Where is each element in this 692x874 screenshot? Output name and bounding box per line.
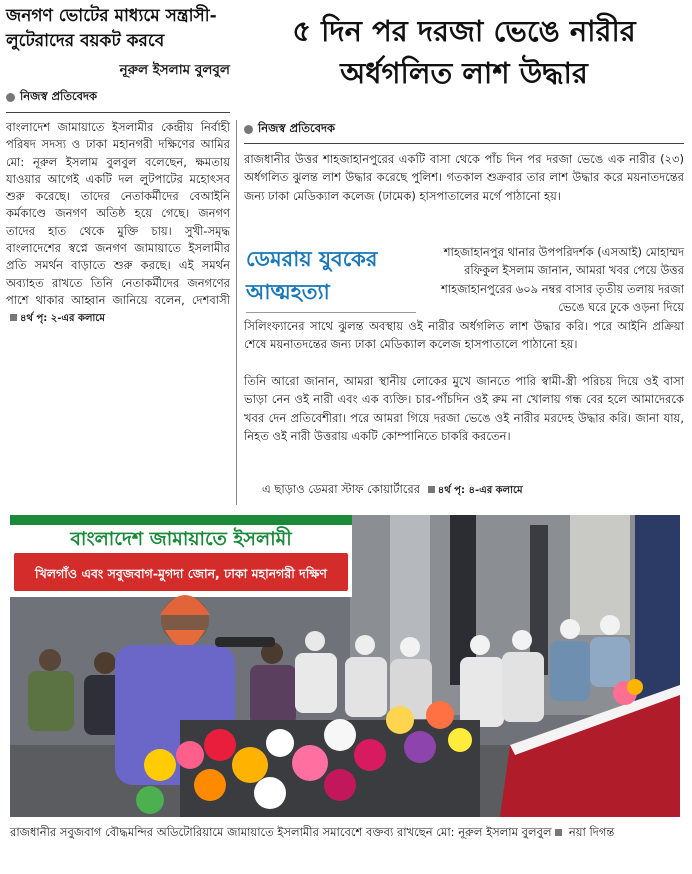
left-article-body-text: বাংলাদেশ জামায়াতে ইসলামীর কেন্দ্রীয় নির্বাহী পরিষদ সদস্য ও ঢাকা মহানগরী দক্ষিণের আমির মো: নূরুল ইসলাম বুলবুল বলেছেন, ক্ষমতায় যাওয়ার আগেই একটি দল লুটপাটের মহোৎসব শুরু করেছে। তাদের নেতাকর্মীদের বেআইনি কর্মকাণ্ডে জনগণ অতিষ্ঠ হয়ে গেছে। জনগণ তাদের হাত থেকে মুক্তি চায়। সুখী-সমৃদ্ধ বাংলাদেশের স্বপ্নে জনগণ জামায়াতে ইসলামীর প্রতি সমর্থন বাড়াতে শুরু করছে। এই সমর্থন অব্যাহত রাখতে তিনি নেতাকর্মীদের জনগণের পাশে থাকার আহ্বান জানিয়ে বলেন, দেশবাসী [6, 120, 230, 307]
bullet-icon [244, 125, 253, 134]
main-article-headline: ৫ দিন পর দরজা ভেঙে নারীর অর্ধগলিত লাশ উদ্ধার [292, 14, 636, 90]
banner-title: বাংলাদেশ জামায়াতে ইসলামী [70, 528, 292, 550]
left-article-jump [10, 313, 105, 324]
left-article-headline: জনগণ ভোটের মাধ্যমে সন্ত্রাসী-লুটেরাদের বয়কট করবে [6, 6, 217, 51]
sub-article-headline: ডেমরায় যুবকের আত্মহত্যা [246, 247, 378, 304]
main-article-dateline-block [244, 120, 684, 144]
sub-article-footer [262, 481, 523, 500]
square-bullet-icon [10, 314, 17, 321]
left-article-jump-text: ৪র্থ পৃ: ২-এর কলামে [20, 313, 105, 325]
sub-article-jump [428, 485, 523, 496]
photo-caption [10, 823, 682, 842]
main-article-paragraph-4: তিনি আরো জানান, আমরা স্থানীয় লোকের মুখে জানতে পারি স্বামী-স্ত্রী পরিচয় দিয়ে ওই বাসা ভাড়া নেন ওই নারী এবং এক ব্যক্তি। চার-পাঁচদিন ওই রুম না খোলায় গন্ধ বের হলে আমাদেরকে খবর দেন প্রতিবেশীরা। পরে আমরা গিয়ে দরজা ভেঙে ওই নারীর মরদেহ উদ্ধার করি। জানা যায়, নিহত ওই নারী উত্তরায় একটি কোম্পানিতে চাকরি করতেন। [244, 374, 684, 443]
main-article-dateline-text: নিজস্ব প্রতিবেদক [258, 121, 336, 135]
square-bullet-icon [428, 486, 435, 493]
divider [6, 112, 230, 113]
sub-article-footer-text: এ ছাড়াও ডেমরা স্টাফ কোয়ার্টারের [262, 482, 421, 496]
sub-article-jump-text: ৪র্থ পৃ: ৪-এর কলামে [437, 485, 523, 496]
divider [244, 143, 684, 144]
square-bullet-icon [555, 829, 562, 836]
photo-credit: নয়া দিগন্ত [568, 825, 615, 839]
divider [246, 312, 416, 313]
event-photo [10, 515, 680, 817]
left-article-byline: নূরুল ইসলাম বুলবুল [119, 62, 230, 78]
main-article-dateline [244, 120, 684, 139]
column-divider [236, 120, 237, 505]
banner-subtitle: খিলগাঁও এবং সবুজবাগ-মুগদা জোন, ঢাকা মহানগরী দক্ষিণ [35, 566, 327, 581]
left-article-body [6, 119, 230, 328]
left-article-dateline-text: নিজস্ব প্রতিবেদক [20, 89, 98, 103]
left-article-dateline [6, 88, 230, 107]
event-photo-illustration [10, 515, 680, 817]
main-article-paragraph-3: সিলিংফ্যানের সাথে ঝুলন্ত অবস্থায় ওই নারীর অর্ধগলিত লাশ উদ্ধার করি। পরে আইনি প্রক্রিয়া শেষে ময়নাতদন্তের জন্য ঢাকা মেডিক্যাল কলেজ হাসপাতালে পাঠানো হয়। [244, 319, 684, 352]
photo-caption-text: রাজধানীর সবুজবাগ বৌদ্ধমন্দির অডিটোরিয়ামে জামায়াতে ইসলামীর সমাবেশে বক্তব্য রাখছেন মো: নূরুল ইসলাম বুলবুল [10, 825, 552, 839]
main-article-paragraph-1: রাজধানীর উত্তর শাহজাহানপুরের একটি বাসা থেকে পাঁচ দিন পর দরজা ভেঙে এক নারীর (২৩) অর্ধগলিত ঝুলন্ত লাশ উদ্ধার করেছে পুলিশ। গতকাল শুক্রবার তার লাশ উদ্ধার করে ময়নাতদন্তের জন্য ঢাকা মেডিক্যাল কলেজ (ঢামেক) হাসপাতালের মর্গে পাঠানো হয়। [244, 152, 684, 203]
left-article [6, 4, 230, 328]
bullet-icon [6, 93, 15, 102]
main-article-paragraph-2: শাহজাহানপুর থানার উপপরিদর্শক (এসআই) মোহাম্মদ রফিকুল ইসলাম জানান, আমরা খবর পেয়ে উত্তর শাহজাহানপুরের ৬০৯ নম্বর বাসার তৃতীয় তলায় দরজা ভেঙে ঘরে ঢুকে ওড়না দিয়ে [440, 245, 684, 314]
